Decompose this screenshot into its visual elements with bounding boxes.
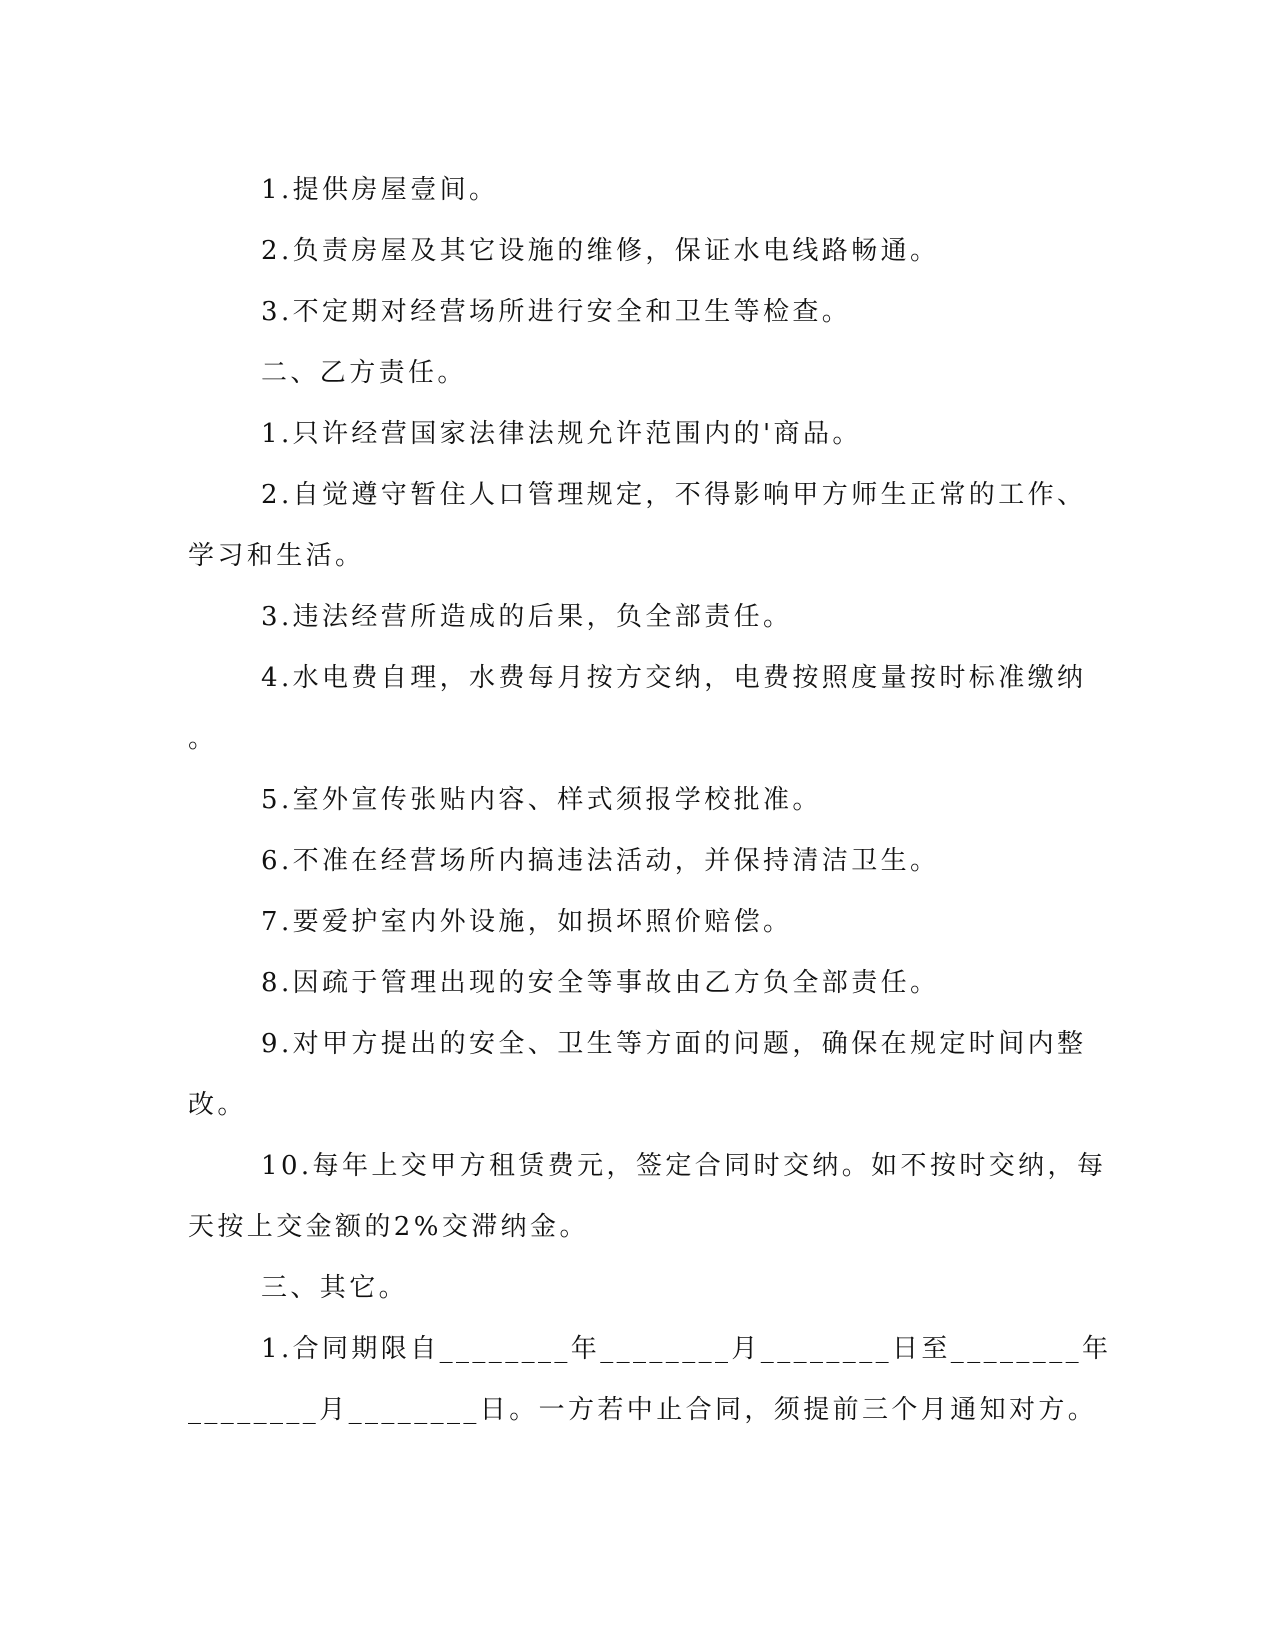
paragraph-line: 3.不定期对经营场所进行安全和卫生等检查。 xyxy=(261,297,852,327)
paragraph-line: 4.水电费自理，水费每月按方交纳，电费按照度量按时标准缴纳 xyxy=(261,663,1087,693)
paragraph-continuation: 改。 xyxy=(188,1090,247,1120)
paragraph-line: 2.负责房屋及其它设施的维修，保证水电线路畅通。 xyxy=(261,236,940,266)
paragraph-line: 8.因疏于管理出现的安全等事故由乙方负全部责任。 xyxy=(261,968,940,998)
section-heading: 三、其它。 xyxy=(261,1273,409,1303)
document-body xyxy=(188,160,1112,1441)
paragraph-continuation: 。 xyxy=(188,724,218,754)
paragraph-line: 7.要爱护室内外设施，如损坏照价赔偿。 xyxy=(261,907,793,937)
paragraph-line: 5.室外宣传张贴内容、样式须报学校批准。 xyxy=(261,785,822,815)
paragraph-continuation: 天按上交金额的2%交滞纳金。 xyxy=(188,1212,589,1242)
paragraph-line: 1.只许经营国家法律法规允许范围内的'商品。 xyxy=(261,419,862,449)
paragraph-line: 3.违法经营所造成的后果，负全部责任。 xyxy=(261,602,793,632)
paragraph-line: 1.合同期限自________年________月________日至________年 xyxy=(261,1334,1112,1364)
paragraph-continuation: 学习和生活。 xyxy=(188,541,365,571)
paragraph-line: 10.每年上交甲方租赁费元，签定合同时交纳。如不按时交纳，每 xyxy=(261,1151,1107,1181)
section-heading: 二、乙方责任。 xyxy=(261,358,467,388)
paragraph-line: 2.自觉遵守暂住人口管理规定，不得影响甲方师生正常的工作、 xyxy=(261,480,1087,510)
paragraph-line: 6.不准在经营场所内搞违法活动，并保持清洁卫生。 xyxy=(261,846,940,876)
paragraph-line: 1.提供房屋壹间。 xyxy=(261,175,499,205)
paragraph-continuation: ________月________日。一方若中止合同，须提前三个月通知对方。 xyxy=(188,1395,1098,1425)
paragraph-line: 9.对甲方提出的安全、卫生等方面的问题，确保在规定时间内整 xyxy=(261,1029,1087,1059)
